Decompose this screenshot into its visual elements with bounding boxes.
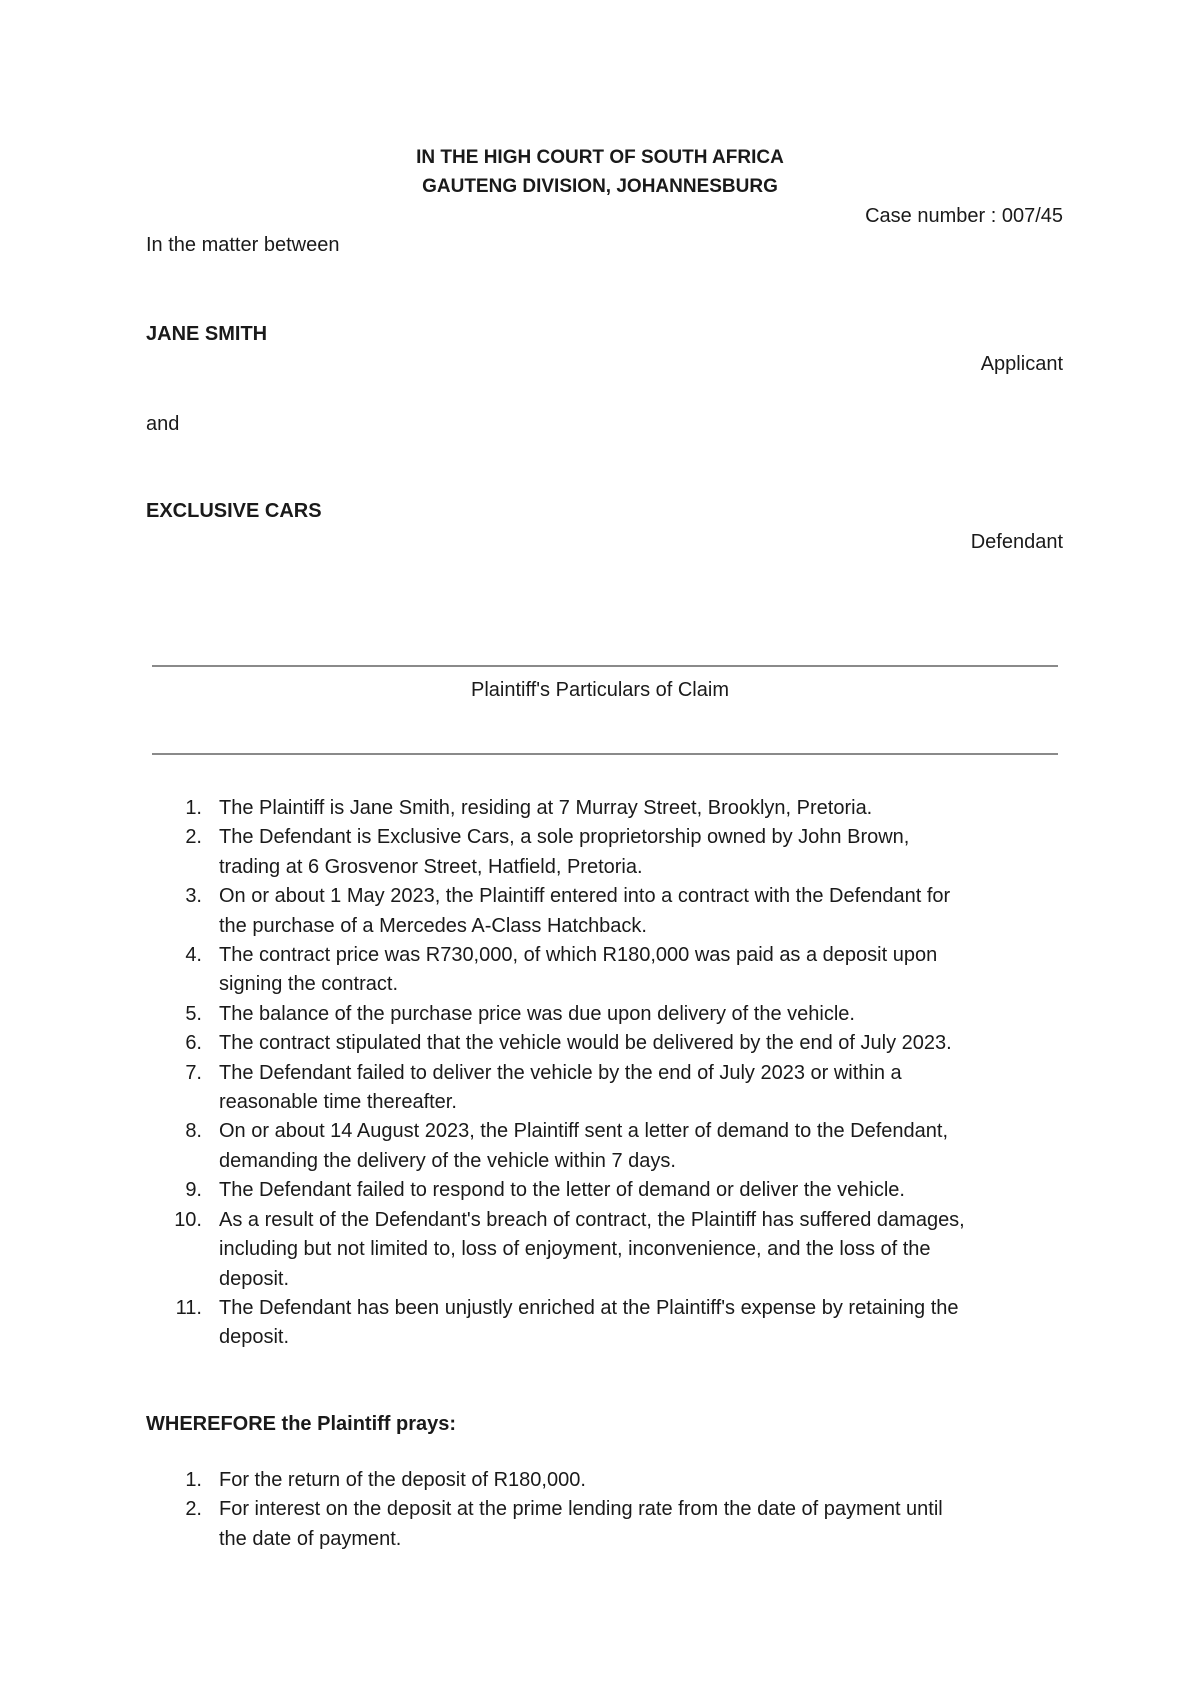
title-top-rule — [152, 665, 1058, 667]
item-number: 4. — [185, 944, 202, 967]
defendant-role: Defendant — [970, 531, 1063, 553]
claim-item — [146, 1117, 1066, 1176]
title-bottom-rule — [152, 753, 1058, 755]
prayer-item — [146, 1495, 1066, 1554]
item-number: 2. — [185, 1498, 202, 1521]
applicant-name: JANE SMITH — [146, 323, 268, 345]
claim-item — [146, 1029, 1066, 1058]
item-text: For interest on the deposit at the prime lending rate from the date of payment until the date of payment. — [219, 1498, 943, 1550]
claims-list — [146, 794, 1066, 1353]
claim-item — [146, 1206, 1066, 1294]
applicant-role: Applicant — [980, 353, 1063, 375]
item-number: 3. — [185, 885, 202, 908]
court-division: GAUTENG DIVISION, JOHANNESBURG — [422, 176, 778, 197]
item-text: The Defendant has been unjustly enriched at the Plaintiff's expense by retaining the deposit. — [219, 1296, 959, 1349]
item-text: On or about 14 August 2023, the Plaintiff sent a letter of demand to the Defendant, demanding the delivery of the vehicle within 7 days. — [219, 1120, 949, 1172]
case-number: Case number : 007/45 — [865, 205, 1063, 227]
item-number: 1. — [185, 797, 202, 819]
item-text: The Defendant failed to respond to the letter of demand or deliver the vehicle. — [219, 1179, 905, 1202]
item-number: 9. — [185, 1179, 202, 1202]
conjunction-and: and — [146, 413, 180, 435]
item-number: 10. — [174, 1208, 202, 1231]
item-text: The balance of the purchase price was due upon delivery of the vehicle. — [219, 1002, 855, 1025]
prayer-heading: WHEREFORE the Plaintiff prays: — [146, 1413, 457, 1435]
claim-item — [146, 882, 1066, 941]
item-text: The contract price was R730,000, of which R180,000 was paid as a deposit upon signing the contract. — [219, 944, 938, 996]
defendant-name: EXCLUSIVE CARS — [146, 500, 322, 522]
item-text: On or about 1 May 2023, the Plaintiff entered into a contract with the Defendant for the purchase of a Mercedes A-Class Hatchback. — [219, 885, 951, 937]
court-name: IN THE HIGH COURT OF SOUTH AFRICA — [416, 147, 784, 168]
matter-between: In the matter between — [146, 234, 340, 256]
item-text: As a result of the Defendant's breach of contract, the Plaintiff has suffered damages, including but not limited to, loss of enjoyment, inconvenience, and the loss of the deposit. — [219, 1208, 965, 1290]
item-number: 8. — [185, 1120, 202, 1143]
prayer-item — [146, 1466, 1066, 1495]
claim-item — [146, 794, 1066, 823]
item-number: 2. — [185, 826, 202, 849]
item-text: The contract stipulated that the vehicle would be delivered by the end of July 2023. — [219, 1032, 952, 1055]
item-text: The Plaintiff is Jane Smith, residing at 7 Murray Street, Brooklyn, Pretoria. — [219, 797, 873, 819]
claim-item — [146, 1059, 1066, 1118]
claim-item — [146, 1000, 1066, 1029]
item-number: 5. — [185, 1002, 202, 1025]
item-text: The Defendant is Exclusive Cars, a sole proprietorship owned by John Brown, trading at 6 Grosvenor Street, Hatfield, Pretoria. — [219, 826, 910, 878]
item-number: 6. — [185, 1032, 202, 1055]
claim-item — [146, 1294, 1066, 1353]
item-number: 11. — [175, 1296, 202, 1319]
claim-item — [146, 1176, 1066, 1205]
prayers-list — [146, 1466, 1066, 1554]
claim-item — [146, 941, 1066, 1000]
item-text: The Defendant failed to deliver the vehicle by the end of July 2023 or within a reasonable time thereafter. — [219, 1061, 902, 1114]
document-title: Plaintiff's Particulars of Claim — [471, 679, 729, 701]
item-text: For the return of the deposit of R180,000. — [219, 1469, 586, 1491]
item-number: 7. — [185, 1061, 202, 1084]
claim-item — [146, 823, 1066, 882]
item-number: 1. — [185, 1469, 202, 1491]
